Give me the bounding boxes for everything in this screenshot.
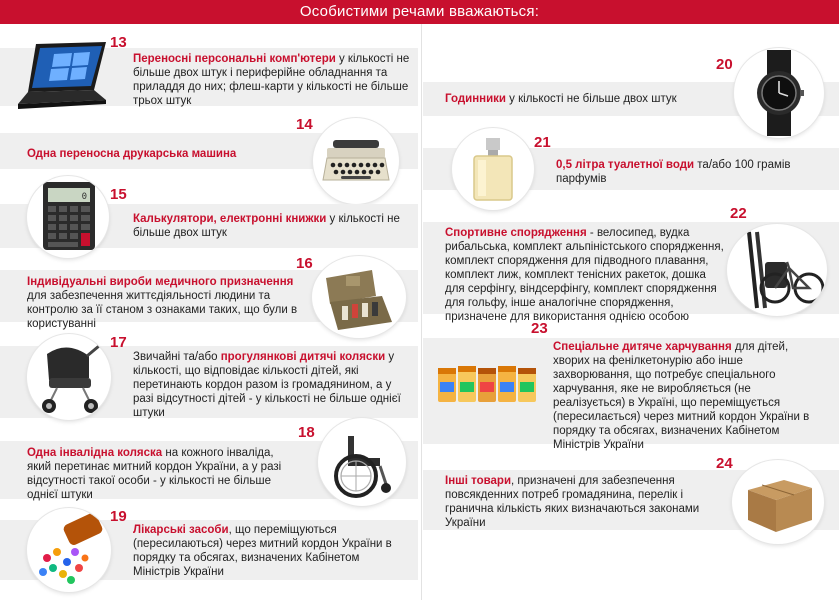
typewriter-icon bbox=[313, 118, 399, 204]
item-text bbox=[27, 275, 299, 331]
item-description: , призначені для забезпечення повсякденних потреб громадянина, перелік і гранична кількість яких визначаються законами України bbox=[445, 475, 700, 529]
item-text bbox=[27, 446, 299, 502]
item-number: 22 bbox=[730, 205, 747, 222]
item-highlight: Індивідуальні вироби медичного призначення bbox=[27, 276, 294, 288]
item-description: та/або 100 грамів парфумів bbox=[556, 159, 791, 185]
item-highlight: Переносні персональні комп'ютери bbox=[133, 53, 336, 65]
pills-icon bbox=[27, 508, 111, 592]
item-text bbox=[133, 52, 418, 108]
item-prefix: Звичайні та/або bbox=[133, 351, 221, 363]
item-description: у кількості не більше двох штук bbox=[505, 93, 677, 105]
item-number: 20 bbox=[716, 56, 733, 73]
item-description: для дітей, хворих на фенілкетонурію або інше захворювання, що потребує спеціального харчування, яке не виробляється (не реалізується) в Україні, що переміщується (пересилається) через митний кордон України в порядку та обсягах, визначених Кабінетом Міністрів України bbox=[553, 341, 810, 451]
medical-kit-icon bbox=[312, 256, 406, 338]
item-number: 17 bbox=[110, 334, 127, 351]
item-description: на кожного інваліда, який перетинає митний кордон України, а у разі відсутності такої особи - у кількості не більше однієї штуки bbox=[27, 447, 282, 501]
item-highlight: Годинники bbox=[445, 93, 506, 105]
item-number: 23 bbox=[531, 320, 548, 337]
item-number: 15 bbox=[110, 186, 127, 203]
page-header bbox=[0, 0, 839, 24]
item-number: 18 bbox=[298, 424, 315, 441]
box-icon bbox=[732, 460, 824, 544]
item-highlight: Одна переносна друкарська машина bbox=[27, 148, 237, 160]
column-divider bbox=[421, 24, 422, 600]
item-text bbox=[445, 474, 727, 530]
item-highlight: 0,5 літра туалетної води bbox=[556, 159, 695, 171]
item-number: 13 bbox=[110, 34, 127, 51]
item-text bbox=[445, 92, 725, 106]
item-text bbox=[556, 158, 806, 186]
baby-food-icon bbox=[434, 358, 540, 410]
svg-text:0: 0 bbox=[81, 192, 87, 202]
item-text bbox=[445, 226, 727, 324]
watch-icon bbox=[734, 48, 824, 138]
item-text bbox=[553, 340, 815, 452]
item-highlight: Одна інвалідна коляска bbox=[27, 447, 163, 459]
item-number: 24 bbox=[716, 455, 733, 472]
item-text bbox=[133, 523, 408, 579]
item-description: у кількості не більше двох штук bbox=[133, 213, 400, 239]
item-number: 14 bbox=[296, 116, 313, 133]
item-highlight: Лікарські засоби bbox=[133, 524, 229, 536]
item-text bbox=[27, 147, 307, 161]
item-description: у кількості, що відповідає кількості дітей, які перетинають кордон разом із громадянином, а у разі відсутності дітей - у кількості не більше однієї штуки bbox=[133, 351, 401, 419]
wheelchair-icon bbox=[318, 418, 406, 506]
laptop-icon bbox=[14, 40, 110, 114]
perfume-icon bbox=[452, 128, 534, 210]
item-description: для забезпечення життєдіяльності людини та контролю за її станом з ознаками таких, що були в користуванні bbox=[27, 290, 298, 330]
item-highlight: Калькулятори, електронні книжки bbox=[133, 213, 327, 225]
item-highlight: прогулянкові дитячі коляски bbox=[220, 351, 386, 363]
stroller-icon bbox=[27, 334, 111, 420]
item-description: - велосипед, вудка рибальська, комплект альпіністського спорядження, комплект спорядження для підводного плавання, комплект лиж, комплект тенісних ракеток, дошка для серфінгу, віндсерфінгу, комплект спорядження для гольфу, інше аналогічне спорядження, призначене для використання однією особою bbox=[445, 227, 724, 323]
item-highlight: Спеціальне дитяче харчування bbox=[553, 341, 732, 353]
item-number: 16 bbox=[296, 255, 313, 272]
item-description: у кількості не більше двох штук і периферійне обладнання та приладдя до них; флеш-карти у кількості не більше трьох штук bbox=[133, 53, 410, 107]
calculator-icon bbox=[27, 176, 109, 258]
item-highlight: Інші товари bbox=[445, 475, 512, 487]
item-highlight: Спортивне спорядження bbox=[445, 227, 587, 239]
item-text bbox=[133, 212, 403, 240]
page-title: Особистими речами вважаються: bbox=[299, 3, 540, 20]
sport-gear-icon bbox=[727, 224, 827, 316]
item-text bbox=[133, 350, 405, 420]
item-number: 19 bbox=[110, 508, 127, 525]
item-number: 21 bbox=[534, 134, 551, 151]
item-description: , що переміщуються (пересилаються) через митний кордон України в порядку та обсягах, визначених Кабінетом Міністрів України bbox=[133, 524, 392, 578]
